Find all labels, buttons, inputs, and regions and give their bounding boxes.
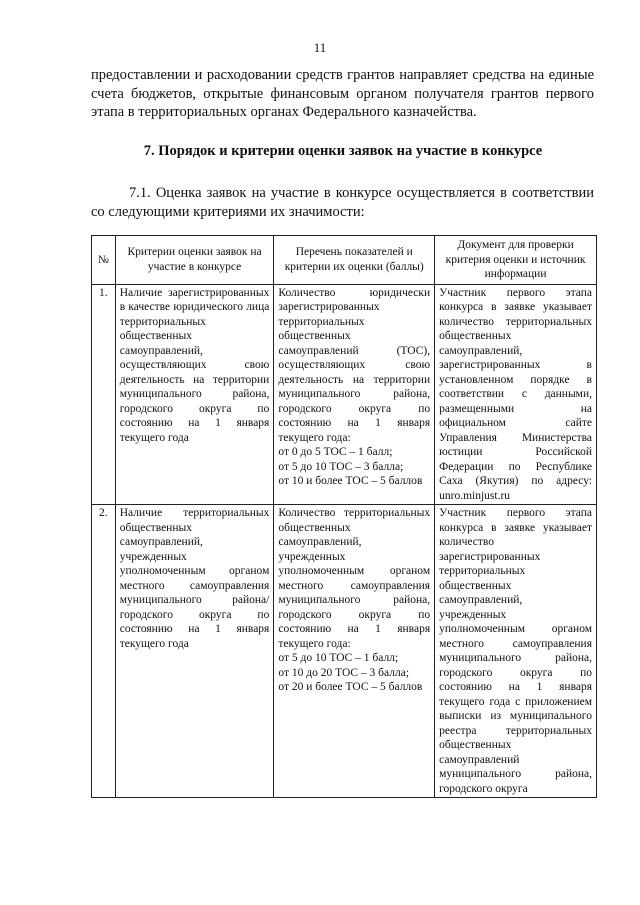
score-line: от 5 до 10 ТОС – 1 балл; [278, 652, 399, 664]
score-line: от 5 до 10 ТОС – 3 балла; [278, 460, 404, 473]
indicators-text: Количество территориальных общественных самоуправлений, учрежденных уполномоченным органом местного самоуправления муниципального района, городского округа по состоянию на 1 января текущего года: [278, 507, 431, 650]
indicators-cell [274, 505, 435, 798]
score-line: от 0 до 5 ТОС – 1 балл; [278, 446, 393, 458]
document-text: Участник первого этапа конкурса в заявке указывает количество зарегистрированных территориальных общественных самоуправлений, учрежденных уполномоченным органом местного самоуправления муниципального района, городского округа по состоянию на 1 января текущего года с приложением выписки из муниципального реестра территориальных общественных самоуправлений муниципального района, городского округа [439, 507, 592, 795]
criteria-text: Наличие территориальных общественных самоуправлений, учрежденных уполномоченным органом местного самоуправления муниципального района/городского округа по состоянию на 1 января текущего года [119, 507, 270, 650]
section-heading: 7. Порядок и критерии оценки заявок на участие в конкурсе [143, 143, 543, 159]
score-line: от 20 и более ТОС – 5 баллов [278, 681, 423, 693]
criteria-text: Наличие зарегистрированных в качестве юридического лица территориальных общественных самоуправлений, осуществляющих свою деятельность на территории муниципального района, городского округа по состоянию на 1 января текущего года [119, 286, 270, 444]
score-line: от 10 и более ТОС – 5 баллов [278, 475, 423, 487]
indicators-text: Количество юридически зарегистрированных территориальных общественных самоуправлений (ТОС), осуществляющих свою деятельность на территории муниципального района, городского округа по состоянию на 1 января текущего года: [278, 286, 431, 444]
table-row [92, 505, 597, 798]
row-number: 1. [92, 284, 116, 505]
document-text: Участник первого этапа конкурса в заявке указывает количество территориальных общественных самоуправлений, зарегистрированных в установленном порядке в соответствии с данными, размещенными на официальном сайте Управления Министерства юстиции Российской Федерации по Республике Саха (Якутия) по адресу: unro.minjust.ru [439, 286, 592, 502]
header-num: № [92, 236, 116, 285]
criteria-table [91, 235, 597, 798]
criteria-intro-paragraph [91, 184, 594, 222]
row-number: 2. [92, 505, 116, 798]
intro-paragraph [91, 66, 594, 122]
indicators-cell [274, 284, 435, 505]
table-header-row [92, 236, 597, 285]
intro-text: предоставлении и расходовании средств грантов направляет средства на единые счета бюджетов, открытые финансовым органом получателя грантов первого этапа в территориальных органах Федерального казначейства. [91, 67, 594, 120]
criteria-intro-text: 7.1. Оценка заявок на участие в конкурсе осуществляется в соответствии со следующими критериями их значимости: [91, 185, 594, 220]
header-document: Документ для проверки критерия оценки и источник информации [435, 236, 597, 285]
criteria-cell [115, 505, 274, 798]
score-line: от 10 до 20 ТОС – 3 балла; [278, 666, 410, 679]
criteria-cell [115, 284, 274, 505]
header-indicators: Перечень показателей и критерии их оценки (баллы) [274, 236, 435, 285]
table-row [92, 284, 597, 505]
header-criteria: Критерии оценки заявок на участие в конкурсе [115, 236, 274, 285]
page-number: 11 [313, 40, 327, 55]
document-cell [435, 284, 597, 505]
document-cell [435, 505, 597, 798]
